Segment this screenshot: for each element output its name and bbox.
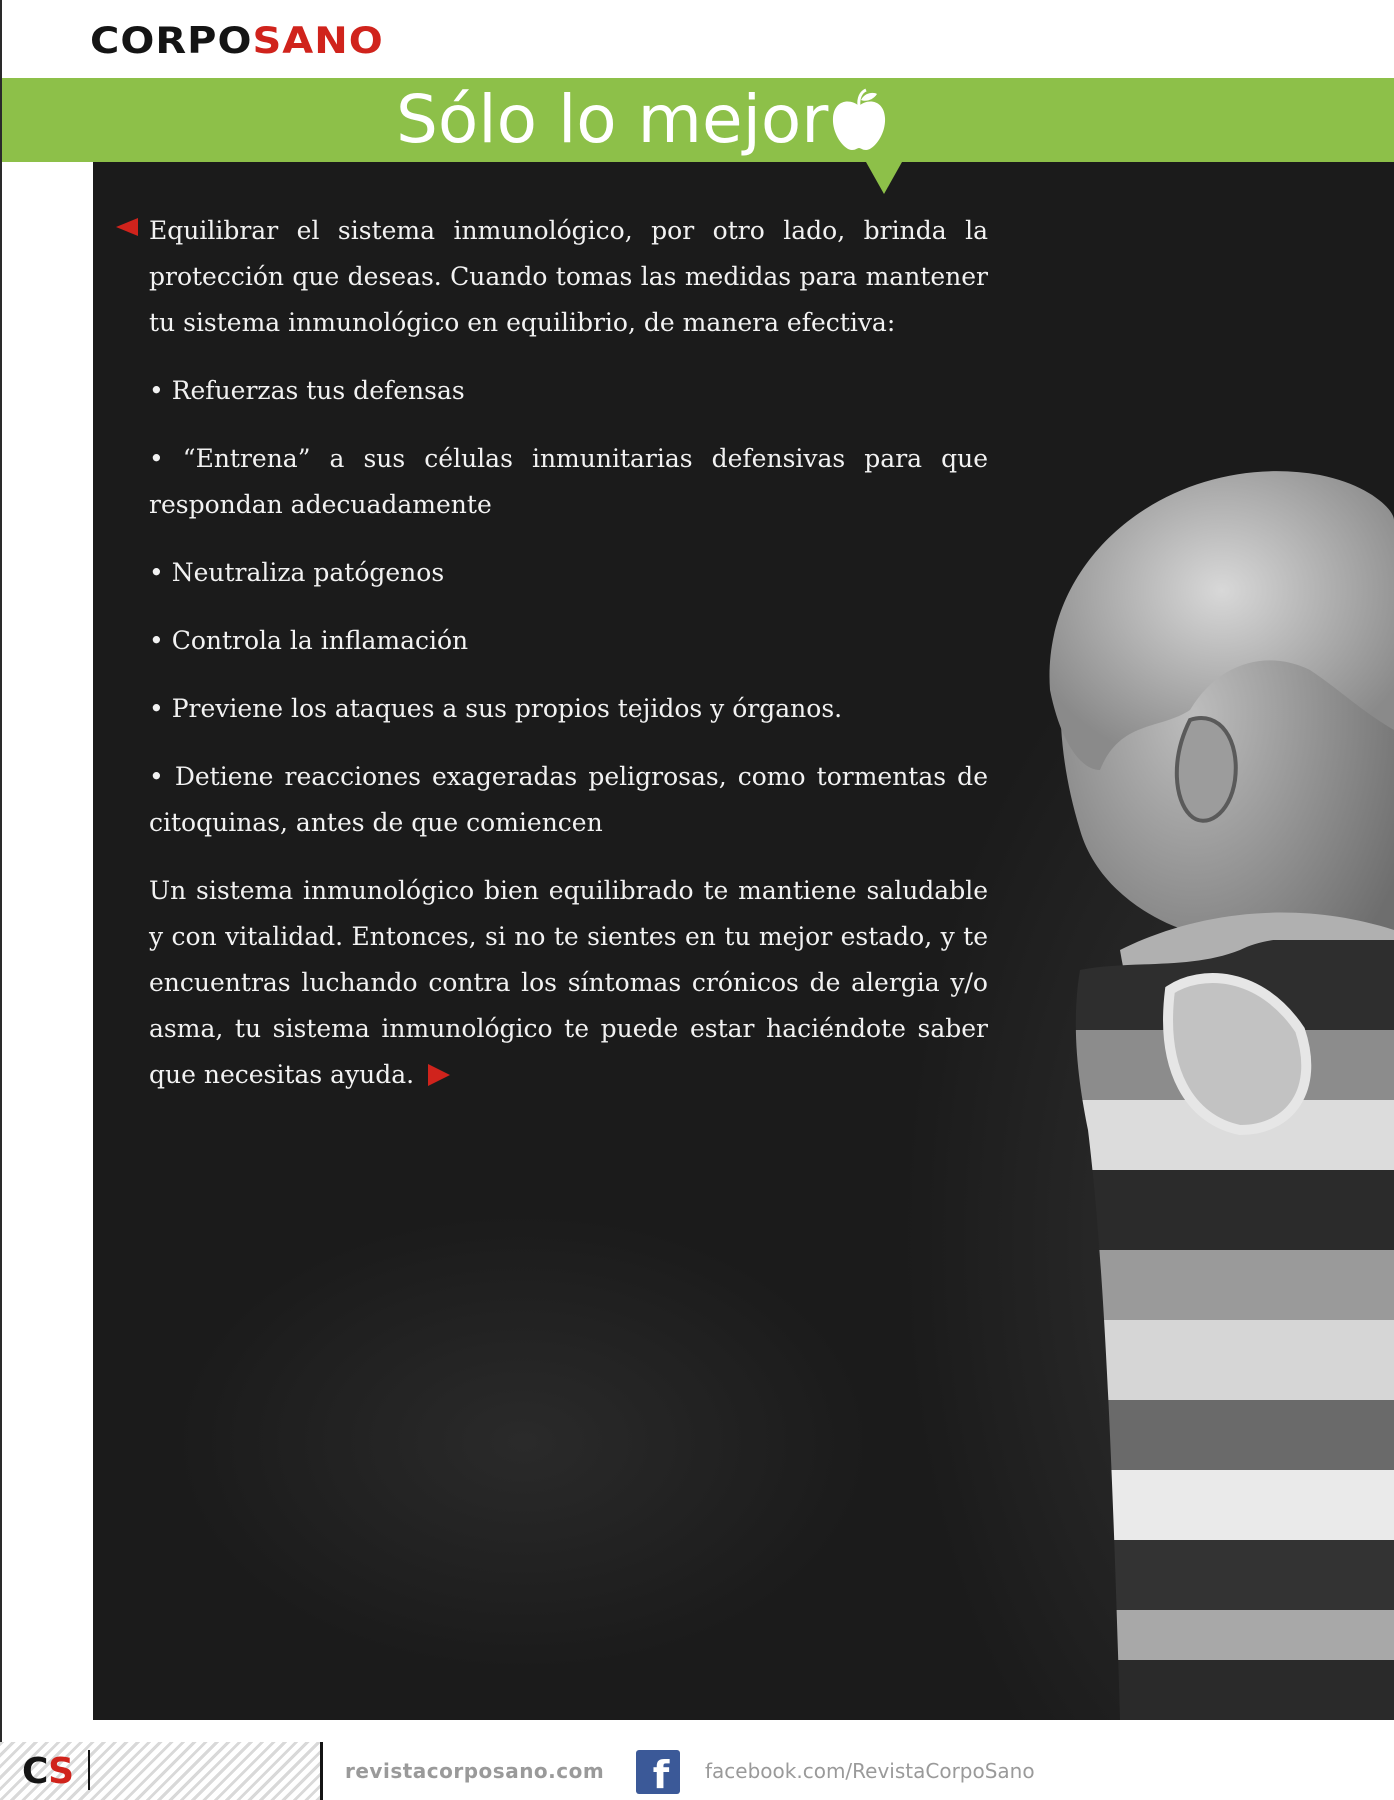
bullet-item: • Neutraliza patógenos <box>149 558 445 587</box>
footer-divider <box>320 1742 323 1800</box>
bullet-item: • Previene los ataques a sus propios tejidos y órganos. <box>149 694 843 723</box>
bullet-item: • Detiene reacciones exageradas peligrosas, como tormentas de citoquinas, antes de que comiencen <box>149 762 988 837</box>
section-title: Sólo lo mejor <box>396 81 829 158</box>
bullet-item: • Controla la inflamación <box>149 626 469 655</box>
page-left-rule <box>0 0 2 1800</box>
logo-sano: SANO <box>252 20 384 63</box>
footer-cs-s: S <box>48 1751 74 1792</box>
intro-paragraph: Equilibrar el sistema inmunológico, por otro lado, brinda la protección que deseas. Cuando tomas las medidas para mantener tu sistema inmunológico en equilibrio, de manera efectiva: <box>149 216 988 337</box>
background-blur <box>173 1212 873 1672</box>
corposano-logo <box>90 20 384 62</box>
bullet-item: • “Entrena” a sus células inmunitarias defensivas para que respondan adecuadamente <box>149 444 988 519</box>
closing-paragraph <box>149 868 988 1098</box>
facebook-link[interactable]: facebook.com/RevistaCorpoSano <box>705 1759 1035 1783</box>
banner-pointer <box>866 162 902 194</box>
footer-cs-c: C <box>22 1751 49 1792</box>
end-arrow-icon <box>428 1064 450 1086</box>
child-photo <box>1040 470 1394 1720</box>
bullet-item: • Refuerzas tus defensas <box>149 376 465 405</box>
footer-cs-bar <box>88 1750 90 1790</box>
facebook-icon[interactable] <box>636 1750 680 1797</box>
logo-corpo: CORPO <box>90 20 253 63</box>
closing-text: Un sistema inmunológico bien equilibrado te mantiene saludable y con vitalidad. Entonces, si no te sientes en tu mejor estado, y te encuentras luchando contra los síntomas crónicos de alergia y/o asma, tu sistema inmunológico te puede estar haciéndote saber que necesitas ayuda. <box>149 876 988 1089</box>
apple-icon <box>828 88 890 154</box>
article-body <box>149 208 988 1120</box>
footer-cs-logo <box>22 1750 73 1794</box>
page-footer <box>0 1742 1394 1800</box>
facebook-icon-letter: f <box>652 1753 670 1797</box>
website-link[interactable]: revistacorposano.com <box>345 1759 605 1783</box>
start-arrow-icon <box>116 218 138 236</box>
